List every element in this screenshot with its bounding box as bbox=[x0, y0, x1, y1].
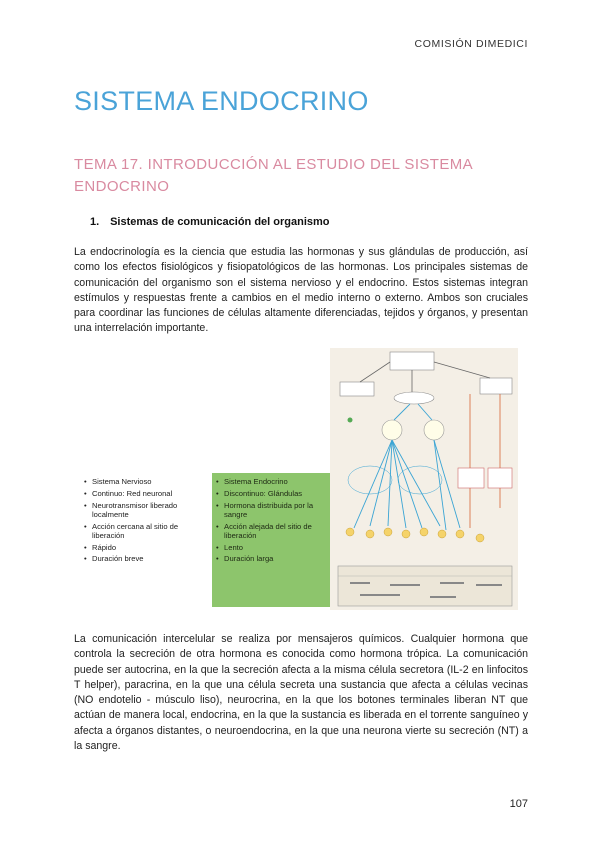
neuroendocrine-diagram bbox=[330, 348, 518, 610]
nervous-item: • Neurotransmisor liberado localmente bbox=[84, 501, 204, 519]
endocrine-system-list bbox=[212, 473, 330, 607]
header-org: COMISIÓN DIMEDICI bbox=[414, 38, 528, 50]
nervous-item: • Duración breve bbox=[84, 554, 204, 563]
nervous-item: • Continuo: Red neuronal bbox=[84, 489, 204, 498]
endocrine-item: • Hormona distribuida por la sangre bbox=[216, 501, 326, 519]
endocrine-item: • Lento bbox=[216, 543, 326, 552]
nervous-item: • Sistema Nervioso bbox=[84, 477, 204, 486]
endocrine-item: • Duración larga bbox=[216, 554, 326, 563]
section-number: 1. bbox=[90, 216, 100, 228]
page-title: SISTEMA ENDOCRINO bbox=[74, 86, 369, 116]
endocrine-item: • Acción alejada del sitio de liberación bbox=[216, 522, 326, 540]
communication-paragraph: La comunicación intercelular se realiza por mensajeros químicos. Cualquier hormona que controla la secreción de otra hormona es conocida como hormona trópica. La comunicación puede ser autocrina, en la que la secreción afecta a la misma célula secretora (IL-2 en linfocitos T helper), paracrina, en la que una célula secreta una sustancia que afecta a células vecinas (NO endotelio - músculo liso), neurocrina, en la que los botones terminales liberan NT que actúan de manera local, endocrina, en la que la sustancia es liberada en el torrente sanguíneo y afecta a órganos distantes, o neuroendocrina, en la que una neurona vierte su secreción (NT) a la sangre. bbox=[74, 633, 528, 753]
nervous-system-list bbox=[80, 473, 208, 593]
section-heading bbox=[90, 216, 330, 228]
nervous-item: • Rápido bbox=[84, 543, 204, 552]
nervous-item: • Acción cercana al sitio de liberación bbox=[84, 522, 204, 540]
endocrine-item: • Discontinuo: Glándulas bbox=[216, 489, 326, 498]
topic-title: TEMA 17. INTRODUCCIÓN AL ESTUDIO DEL SISTEMA ENDOCRINO bbox=[74, 156, 473, 195]
intro-paragraph: La endocrinología es la ciencia que estudia las hormonas y sus glándulas de producción, así como los efectos fisiológicos y fisiopatológicos de las hormonas. Los principales sistemas de comunicación del organismo son el sistema nervioso y el endocrino. Estos sistemas integran estímulos y respuestas frente a cambios en el medio interno o externo. Ambos son cruciales para coordinar las funciones de células altamente diferenciadas, tejidos y órganos, y presentan una interrelación importante. bbox=[74, 246, 528, 335]
section-title: Sistemas de comunicación del organismo bbox=[110, 216, 330, 228]
page-number: 107 bbox=[509, 798, 528, 810]
endocrine-item: • Sistema Endocrino bbox=[216, 477, 326, 486]
